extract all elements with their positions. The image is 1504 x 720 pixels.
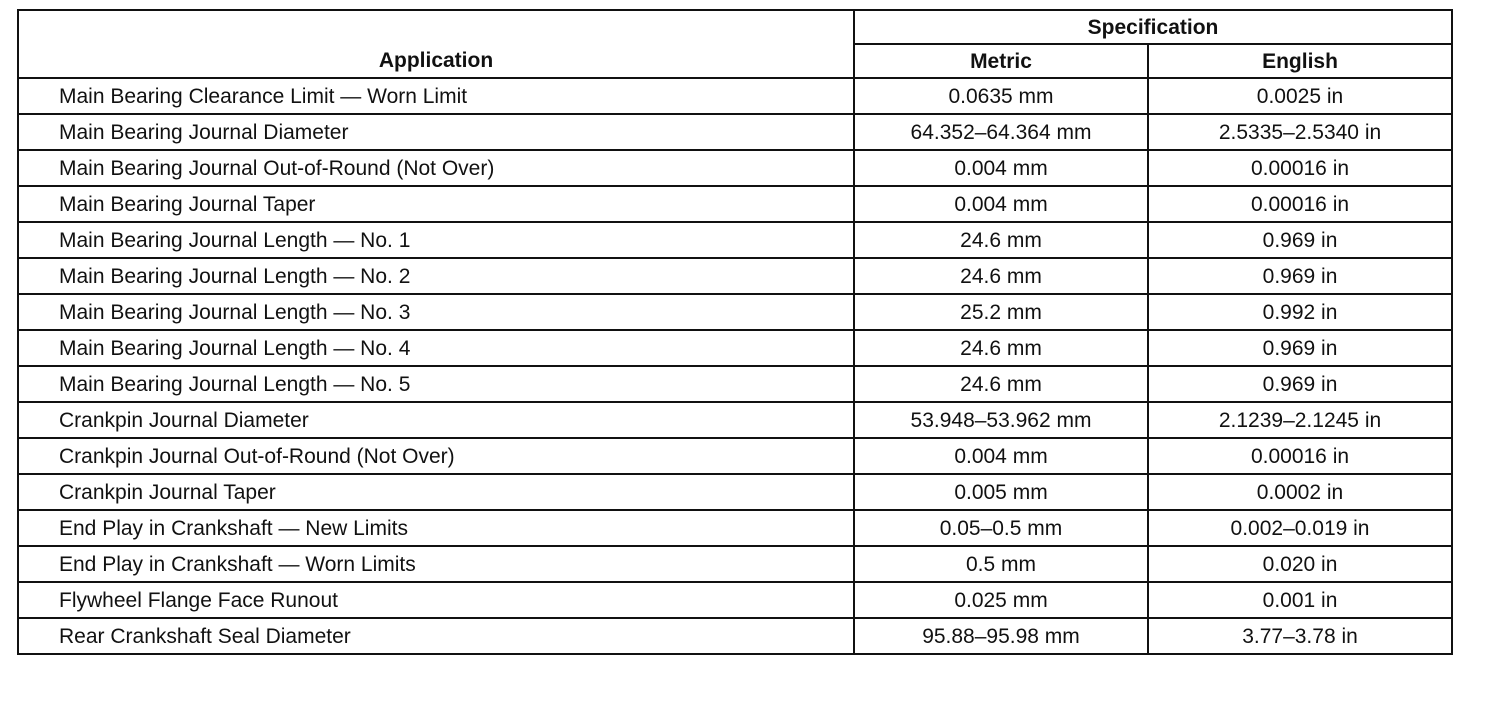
application-cell: Crankpin Journal Out-of-Round (Not Over) <box>18 438 854 474</box>
english-cell: 0.0002 in <box>1148 474 1452 510</box>
table-row <box>18 546 1452 582</box>
metric-cell: 0.5 mm <box>854 546 1148 582</box>
metric-cell: 25.2 mm <box>854 294 1148 330</box>
metric-cell: 0.0635 mm <box>854 78 1148 114</box>
table-row <box>18 186 1452 222</box>
english-cell: 0.992 in <box>1148 294 1452 330</box>
table-row <box>18 402 1452 438</box>
table-row <box>18 366 1452 402</box>
english-cell: 0.001 in <box>1148 582 1452 618</box>
english-cell: 0.00016 in <box>1148 150 1452 186</box>
table-row <box>18 294 1452 330</box>
application-cell: Main Bearing Journal Length — No. 1 <box>18 222 854 258</box>
metric-cell: 0.004 mm <box>854 150 1148 186</box>
metric-cell: 0.025 mm <box>854 582 1148 618</box>
table-row <box>18 618 1452 654</box>
table-row <box>18 330 1452 366</box>
english-cell: 3.77–3.78 in <box>1148 618 1452 654</box>
table-row <box>18 114 1452 150</box>
application-cell: Main Bearing Journal Out-of-Round (Not Over) <box>18 150 854 186</box>
english-cell: 0.020 in <box>1148 546 1452 582</box>
english-cell: 0.969 in <box>1148 366 1452 402</box>
table-header <box>18 10 1452 78</box>
metric-cell: 24.6 mm <box>854 330 1148 366</box>
table-row <box>18 222 1452 258</box>
metric-cell: 24.6 mm <box>854 258 1148 294</box>
application-cell: End Play in Crankshaft — Worn Limits <box>18 546 854 582</box>
english-cell: 0.00016 in <box>1148 438 1452 474</box>
application-cell: Rear Crankshaft Seal Diameter <box>18 618 854 654</box>
english-cell: 0.00016 in <box>1148 186 1452 222</box>
column-group-header-specification: Specification <box>854 10 1452 44</box>
application-cell: Main Bearing Journal Length — No. 2 <box>18 258 854 294</box>
metric-cell: 0.004 mm <box>854 438 1148 474</box>
metric-cell: 95.88–95.98 mm <box>854 618 1148 654</box>
application-cell: Flywheel Flange Face Runout <box>18 582 854 618</box>
application-cell: Main Bearing Journal Diameter <box>18 114 854 150</box>
table-row <box>18 474 1452 510</box>
application-cell: End Play in Crankshaft — New Limits <box>18 510 854 546</box>
english-cell: 0.002–0.019 in <box>1148 510 1452 546</box>
column-header-english: English <box>1148 44 1452 78</box>
metric-cell: 64.352–64.364 mm <box>854 114 1148 150</box>
column-header-application: Application <box>18 10 854 78</box>
english-cell: 2.5335–2.5340 in <box>1148 114 1452 150</box>
header-row-top <box>18 10 1452 44</box>
english-cell: 2.1239–2.1245 in <box>1148 402 1452 438</box>
metric-cell: 24.6 mm <box>854 366 1148 402</box>
english-cell: 0.969 in <box>1148 222 1452 258</box>
application-cell: Main Bearing Journal Length — No. 5 <box>18 366 854 402</box>
application-cell: Crankpin Journal Diameter <box>18 402 854 438</box>
spec-table <box>17 9 1453 655</box>
table-row <box>18 510 1452 546</box>
table-row <box>18 78 1452 114</box>
english-cell: 0.969 in <box>1148 258 1452 294</box>
table-row <box>18 150 1452 186</box>
application-cell: Main Bearing Journal Taper <box>18 186 854 222</box>
application-cell: Main Bearing Journal Length — No. 3 <box>18 294 854 330</box>
metric-cell: 0.005 mm <box>854 474 1148 510</box>
application-cell: Crankpin Journal Taper <box>18 474 854 510</box>
column-header-metric: Metric <box>854 44 1148 78</box>
metric-cell: 53.948–53.962 mm <box>854 402 1148 438</box>
metric-cell: 0.004 mm <box>854 186 1148 222</box>
application-cell: Main Bearing Clearance Limit — Worn Limit <box>18 78 854 114</box>
table-row <box>18 438 1452 474</box>
english-cell: 0.0025 in <box>1148 78 1452 114</box>
table-row <box>18 582 1452 618</box>
metric-cell: 0.05–0.5 mm <box>854 510 1148 546</box>
english-cell: 0.969 in <box>1148 330 1452 366</box>
application-cell: Main Bearing Journal Length — No. 4 <box>18 330 854 366</box>
metric-cell: 24.6 mm <box>854 222 1148 258</box>
table-row <box>18 258 1452 294</box>
table-body <box>18 78 1452 654</box>
